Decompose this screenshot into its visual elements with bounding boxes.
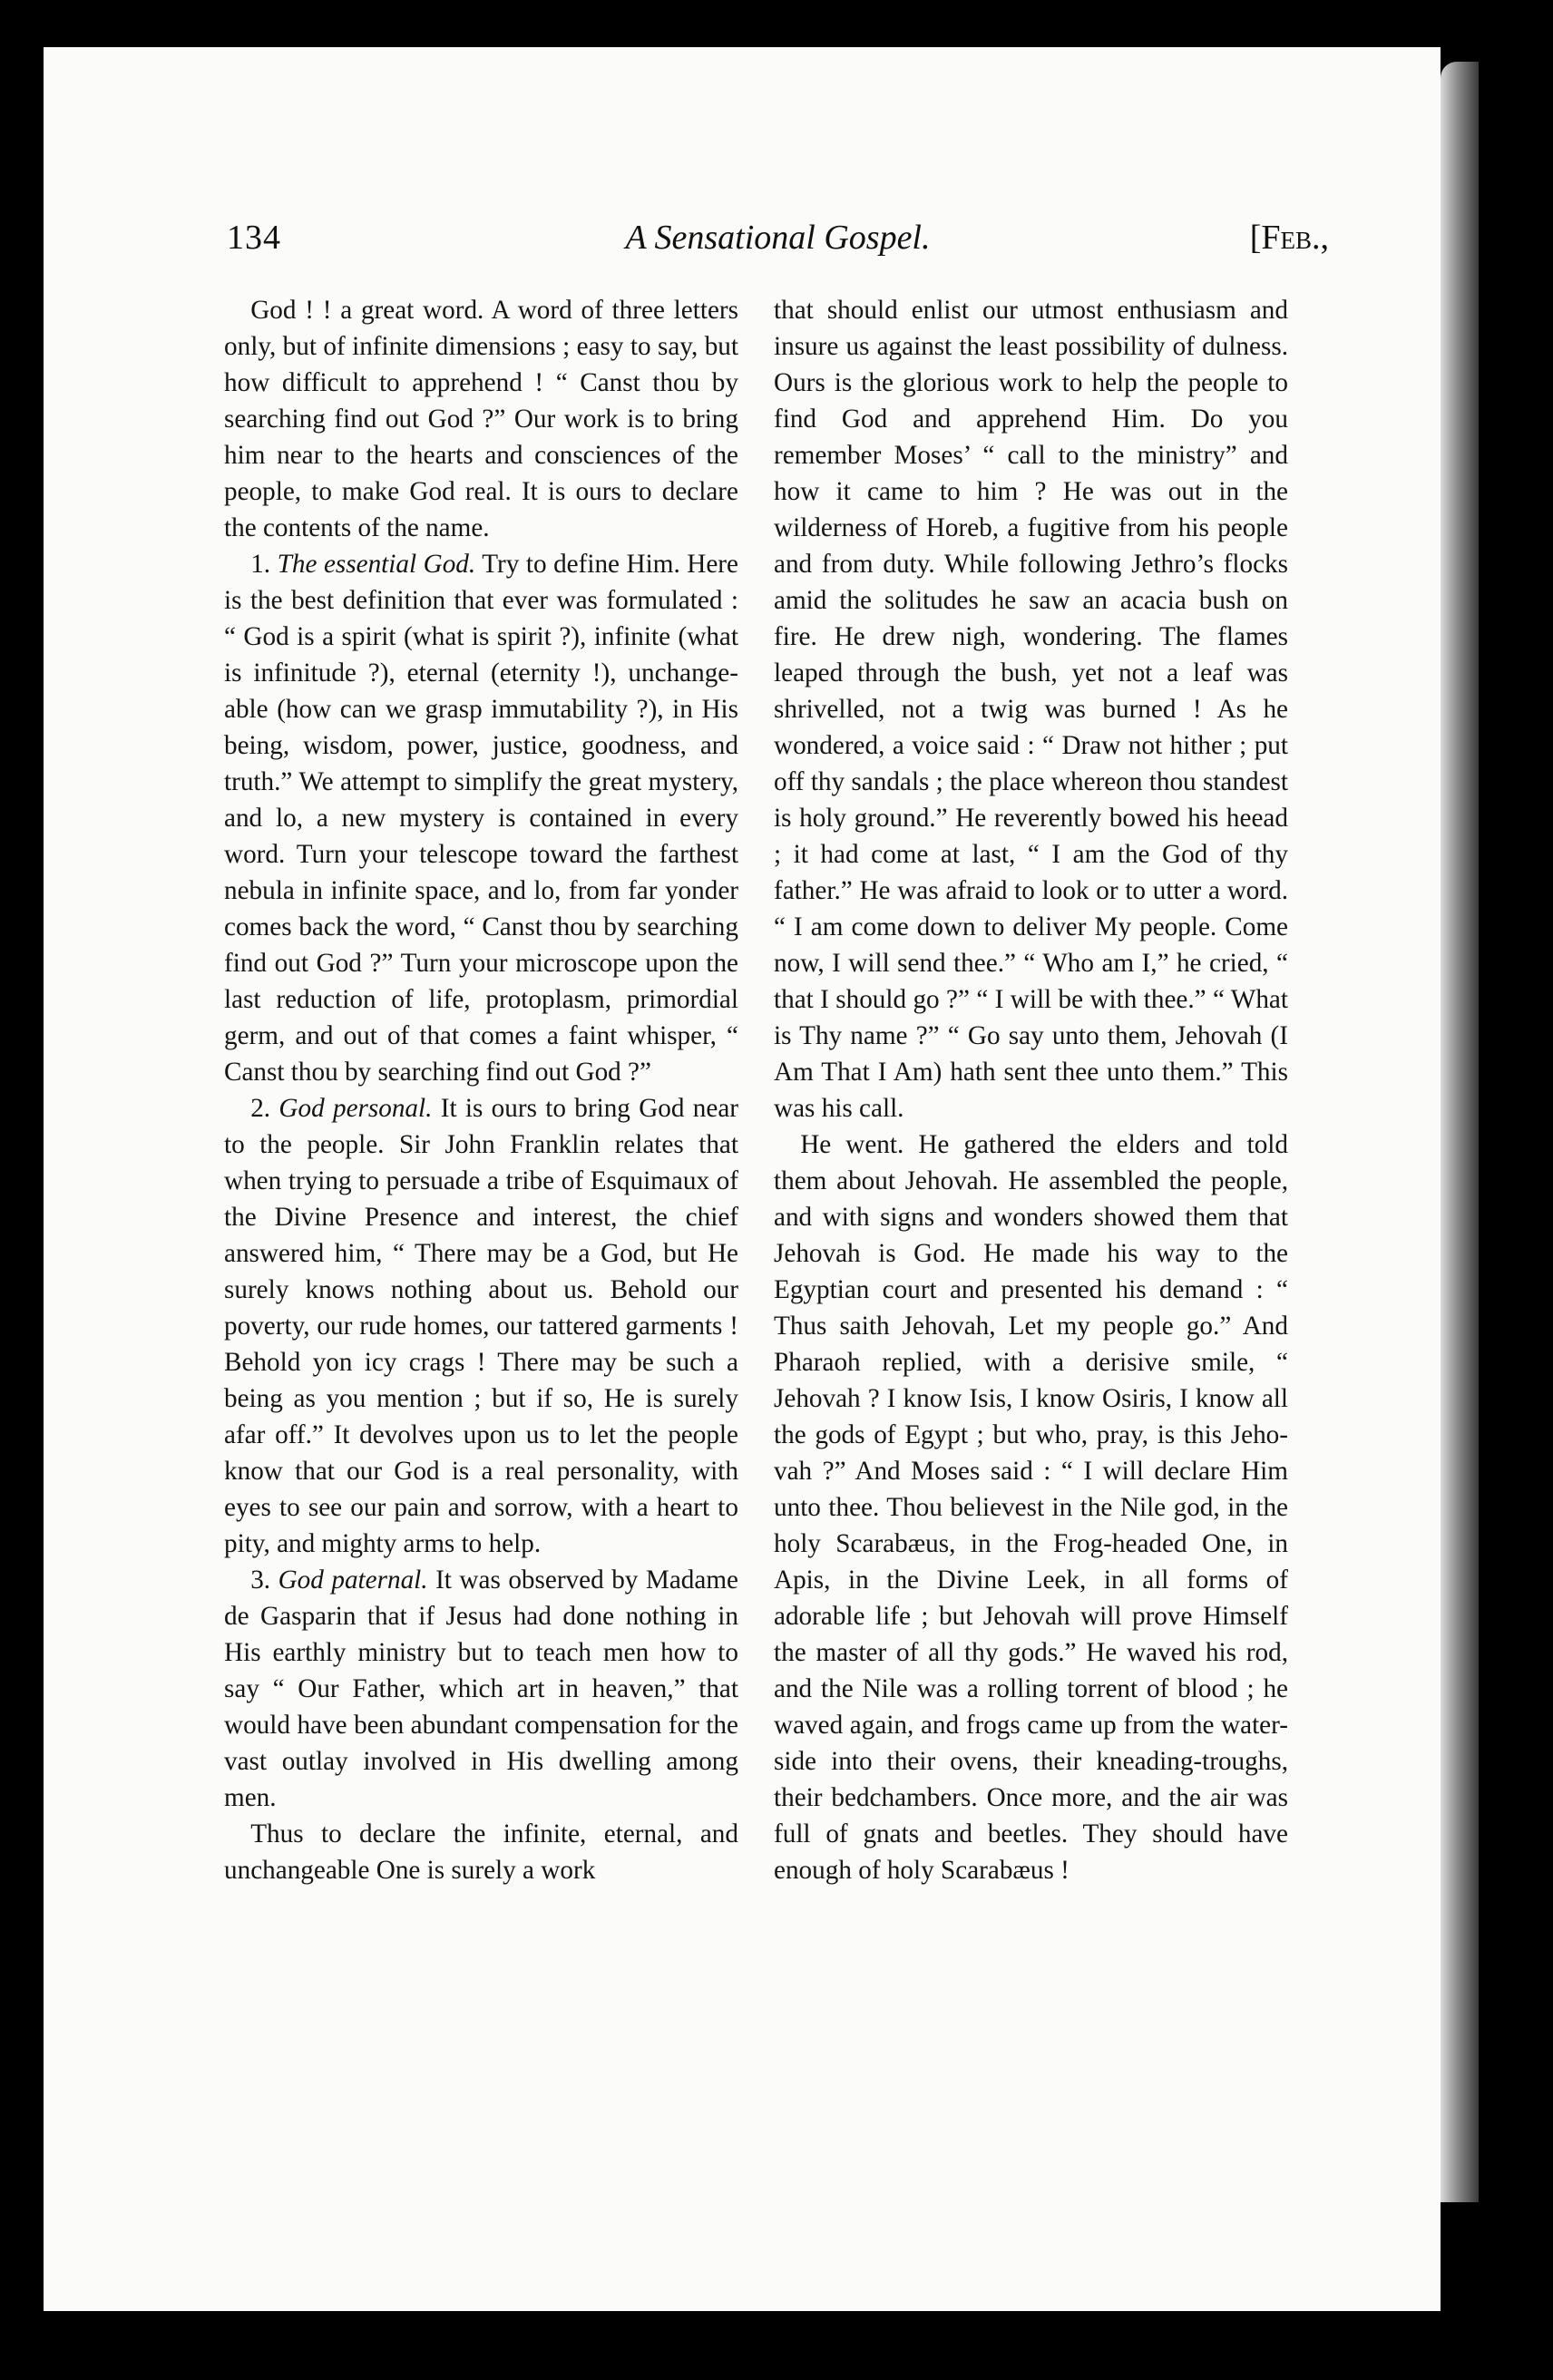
paragraph-text: Try to define Him. Here is the best definition that ever was formulated : “ God is a spirit (what is spirit ?), infinite (what is infinitude ?), eternal (eternity !), unchangeable (how can we grasp immutability ?), in His being, wisdom, power, justice, goodness, and truth.” We attempt to simplify the great mystery, and lo, a new mystery is contained in every word. Turn your telescope toward the farthest nebula in infinite space, and lo, from far yonder comes back the word, “ Canst thou by searching find out God ?” Turn your microscope upon the last reduction of life, protoplasm, primordial germ, and out of that comes a faint whisper, “ Canst thou by searching find out God ?”	[224, 550, 738, 1087]
paragraph-essential-god	[224, 546, 738, 1090]
running-header	[227, 218, 1329, 263]
right-column	[774, 292, 1288, 1888]
paragraph-text: It is ours to bring God near to the people. Sir John Franklin relates that when trying to persuade a tribe of Esquimaux of the Divine Presence and interest, the chief answered him, “ There may be a God, but He surely knows nothing about us. Behold our poverty, our rude homes, our tattered garments ! Behold yon icy crags ! There may be such a being as you mention ; but if so, He is surely afar off.” It devolves upon us to let the people know that our God is a real personality, with eyes to see our pain and sorrow, with a heart to pity, and mighty arms to help.	[224, 1094, 738, 1558]
paragraph-he-went: He went. He gathered the elders and told them about Jehovah. He assembled the people, and with signs and wonders showed them that Jehovah is God. He made his way to the Egyptian court and presented his demand : “ Thus saith Jehovah, Let my people go.” And Pharaoh replied, with a derisive smile, “ Jehovah ? I know Isis, I know Osiris, I know all the gods of Egypt ; but who, pray, is this Jehovah ?” And Moses said : “ I will declare Him unto thee. Thou believest in the Nile god, in the holy Scarabæus, in the Frog-headed One, in Apis, in the Divine Leek, in all forms of adorable life ; but Jehovah will prove Himself the master of all thy gods.” He waved his rod, and the Nile was a rolling torrent of blood ; he waved again, and frogs came up from the water-side into their ovens, their kneading-troughs, their bedchambers. Once more, and the air was full of gnats and beetles. They should have enough of holy Scarabæus !	[774, 1130, 1288, 1885]
section-heading: God personal.	[278, 1094, 433, 1123]
paragraph-god-paternal	[224, 1562, 738, 1816]
paragraph-declare: Thus to declare the infinite, eternal, and unchangeable One is surely a work	[224, 1819, 738, 1885]
section-number: 3.	[250, 1566, 278, 1595]
paragraph-continuation: that should enlist our utmost enthusiasm and insure us against the least possibility of dulness. Ours is the glorious work to help the people to find God and apprehend Him. Do you remember Moses’ “ call to the ministry” and how it came to him ? He was out in the wilderness of Horeb, a fugitive from his people and from duty. While following Jethro’s flocks amid the solitudes he saw an acacia bush on fire. He drew nigh, wondering. The flames leaped through the bush, yet not a leaf was shrivelled, not a twig was burned ! As he wondered, a voice said : “ Draw not hither ; put off thy sandals ; the place whereon thou standest is holy ground.” He reverently bowed his heead ; it had come at last, “ I am the God of thy father.” He was afraid to look or to utter a word. “ I am come down to deliver My people. Come now, I will send thee.” “ Who am I,” he cried, “ that I should go ?” “ I will be with thee.” “ What is Thy name ?” “ Go say unto them, Jehovah (I Am That I Am) hath sent thee unto them.” This was his call.	[774, 296, 1288, 1123]
running-title: A Sensational Gospel.	[625, 219, 931, 257]
section-heading: The essential God.	[277, 550, 476, 579]
left-column	[224, 292, 738, 1888]
section-heading: God paternal.	[278, 1566, 428, 1595]
header-month: [Feb.,	[1249, 219, 1329, 257]
page-number: 134	[227, 219, 281, 257]
paragraph-god-personal	[224, 1090, 738, 1562]
paragraph-intro: God ! ! a great word. A word of three letters only, but of infinite dimensions ; easy to say, but how difficult to apprehend ! “ Canst thou by searching find out God ?” Our work is to bring him near to the hearts and consciences of the people, to make God real. It is ours to declare the contents of the name.	[224, 296, 738, 542]
section-number: 1.	[250, 550, 278, 579]
paragraph-text: It was observed by Madame de Gasparin that if Jesus had done nothing in His earthly ministry but to teach men how to say “ Our Father, which art in heaven,” that would have been abundant compensation for the vast outlay involved in His dwelling among men.	[224, 1566, 738, 1812]
section-number: 2.	[250, 1094, 279, 1123]
page-fore-edge	[1441, 62, 1479, 2202]
